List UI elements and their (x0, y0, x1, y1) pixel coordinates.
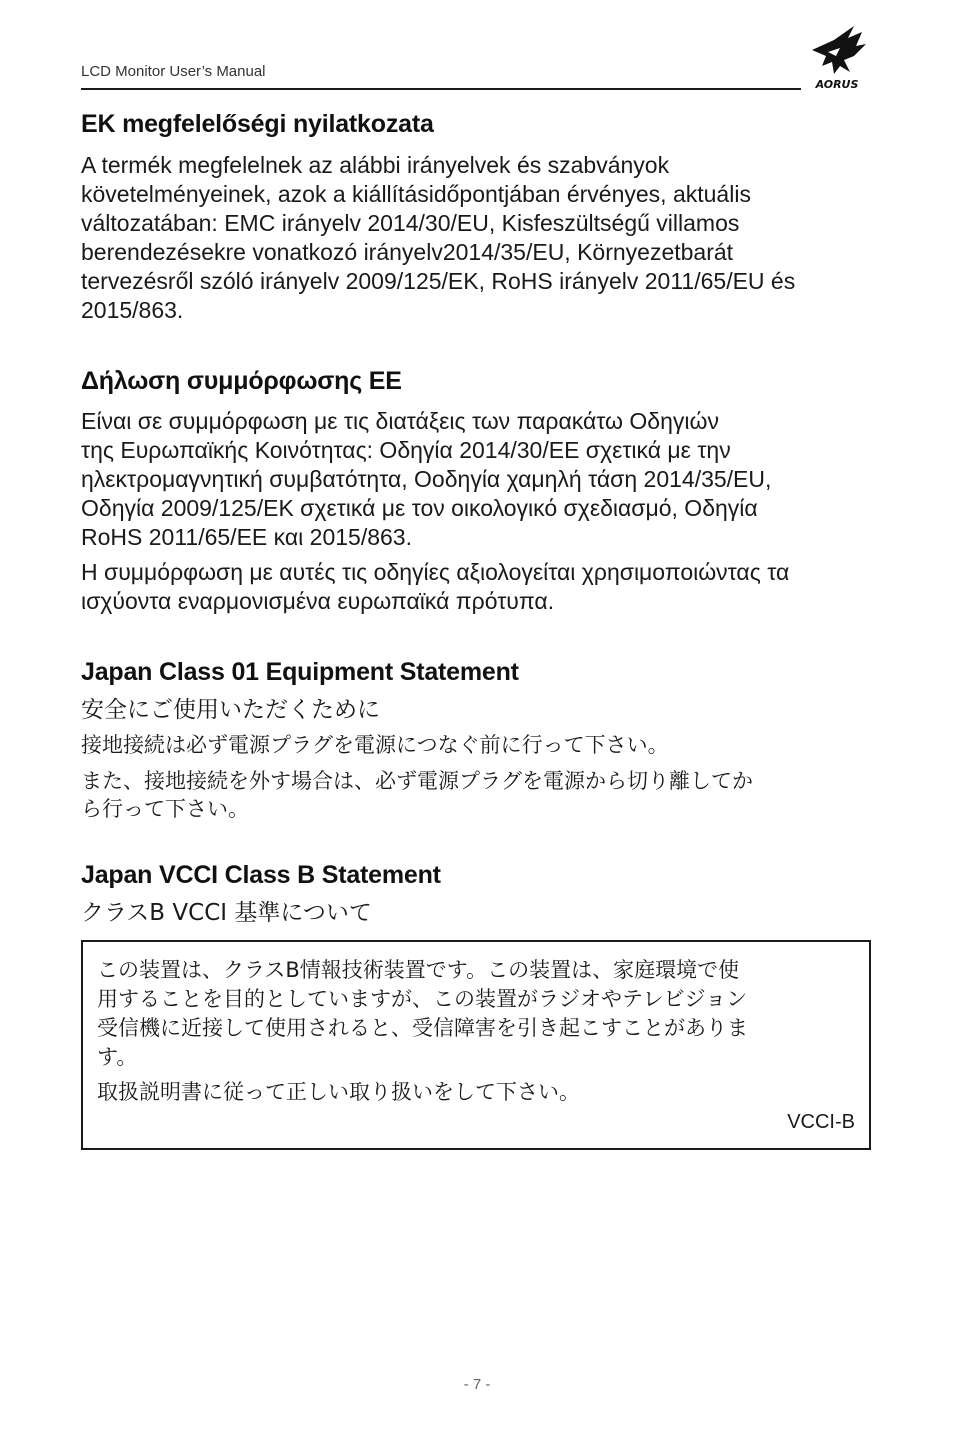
para-line: RoHS 2011/65/ΕΕ και 2015/863. (81, 524, 412, 550)
vcci-statement-box (81, 940, 871, 1150)
vcci-box-instruction: 取扱説明書に従って正しい取り扱いをして下さい。 (97, 1080, 580, 1104)
para-line: Είναι σε συμμόρφωση με τις διατάξεις των παρακάτω Οδηγιών (81, 408, 719, 434)
section-heading-japan-vcci: Japan VCCI Class B Statement (81, 861, 441, 889)
japan-class01-line2-cont: ら行って下さい。 (81, 797, 249, 821)
para-line: Οδηγία 2009/125/ΕΚ σχετικά με τον οικολογικό σχεδιασμό, Οδηγία (81, 495, 758, 521)
svg-text:AORUS: AORUS (815, 78, 859, 91)
para-line: ηλεκτρομαγνητική συμβατότητα, Οοδηγία χαμηλή τάση 2014/35/EU, (81, 466, 772, 492)
manual-title: LCD Monitor User’s Manual (81, 63, 266, 80)
para-line: berendezésekre vonatkozó irányelv2014/35/EU, Környezetbarát (81, 239, 734, 265)
vcci-box-line: 用することを目的としていますが、この装置がラジオやテレビジョン (97, 987, 748, 1011)
para-line: 2015/863. (81, 297, 184, 323)
greek-paragraph-1 (81, 407, 871, 552)
para-line: της Ευρωπαϊκής Κοινότητας: Οδηγία 2014/30/ΕΕ σχετικά με την (81, 437, 731, 463)
para-line: változatában: EMC irányelv 2014/30/EU, Kisfeszültségű villamos (81, 210, 740, 236)
aorus-logo-icon (804, 22, 870, 92)
greek-paragraph-2 (81, 558, 871, 616)
japan-class01-line1: 接地接続は必ず電源プラグを電源につなぐ前に行って下さい。 (81, 733, 669, 757)
section-heading-greek: Δήλωση συμμόρφωσης ΕΕ (81, 367, 402, 395)
page-number: - 7 - (463, 1376, 491, 1393)
section-heading-japan-class01: Japan Class 01 Equipment Statement (81, 658, 519, 686)
hungarian-paragraph (81, 151, 871, 325)
para-line: A termék megfelelnek az alábbi irányelvek és szabványok (81, 152, 670, 178)
section-heading-hungarian: EK megfelelőségi nyilatkozata (81, 110, 434, 138)
japan-class01-line2: また、接地接続を外す場合は、必ず電源プラグを電源から切り離してか (81, 769, 753, 793)
page-content (81, 110, 871, 1150)
para-line: tervezésről szóló irányelv 2009/125/EK, RoHS irányelv 2011/65/EU és (81, 268, 796, 294)
para-line: ισχύοντα εναρμονισμένα ευρωπαϊκά πρότυπα. (81, 588, 555, 614)
para-line: követelményeinek, azok a kiállításidőpontjában érvényes, aktuális (81, 181, 751, 207)
vcci-code: VCCI-B (787, 1111, 855, 1133)
vcci-box-line: この装置は、クラスB情報技術装置です。この装置は、家庭環境で使 (97, 958, 740, 982)
para-line: Η συμμόρφωση με αυτές τις οδηγίες αξιολογείται χρησιμοποιώντας τα (81, 559, 790, 585)
japan-class01-subtitle: 安全にご使用いただくために (81, 697, 380, 723)
japan-vcci-subtitle: クラスB VCCI 基準について (81, 900, 372, 926)
vcci-box-line: 受信機に近接して使用されると、受信障害を引き起こすことがありま (97, 1016, 748, 1040)
header-divider (81, 88, 801, 90)
vcci-box-line: す。 (97, 1045, 138, 1069)
